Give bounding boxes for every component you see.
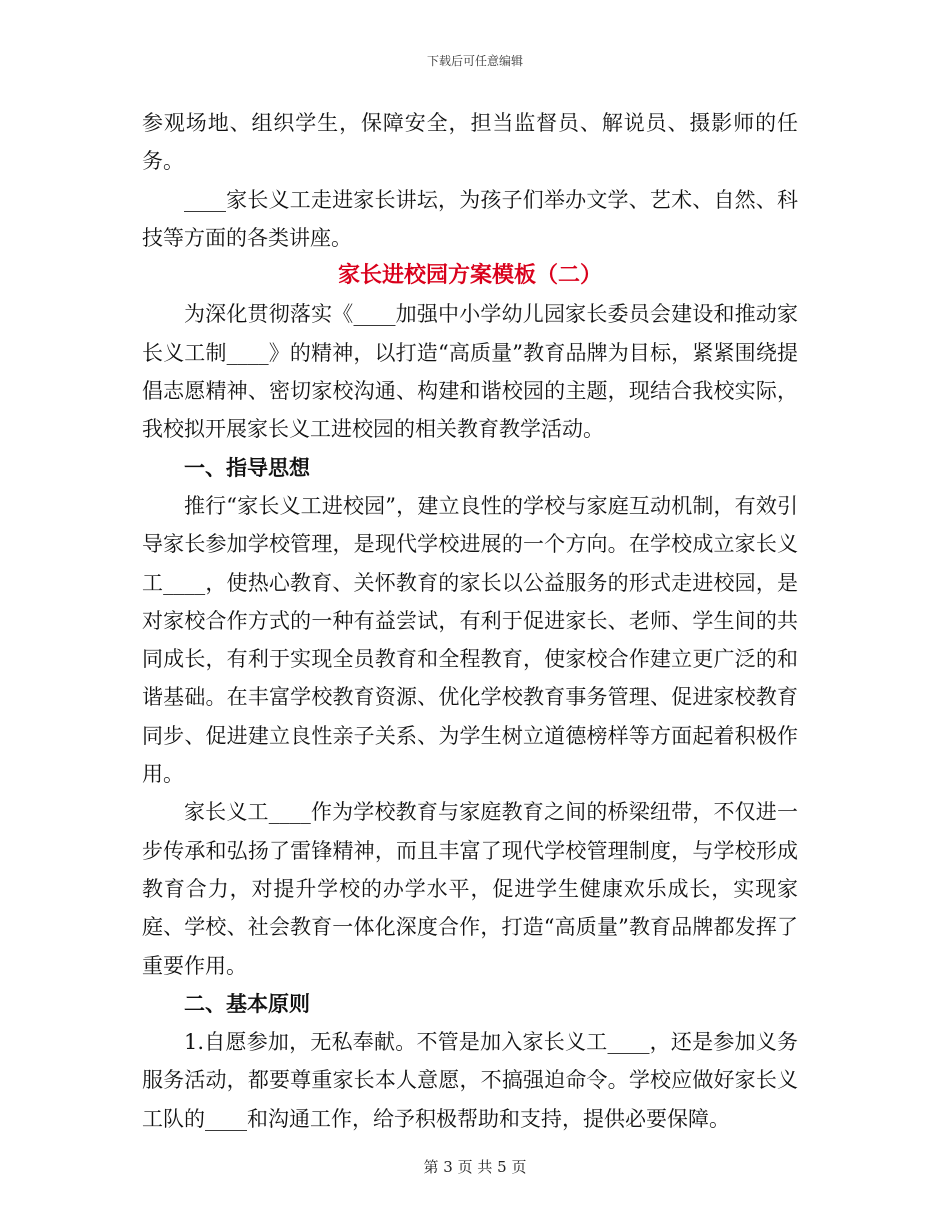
paragraph-1: 参观场地、组织学生，保障安全，担当监督员、解说员、摄影师的任务。 [142,111,798,174]
paragraph-2: ____家长义工走进家长讲坛，为孩子们举办文学、艺术、自然、科技等方面的各类讲座。 [142,187,798,250]
section-title: 家长进校园方案模板（二） [337,263,602,289]
paragraph-3: 为深化贯彻落实《____加强中小学幼儿园家长委员会建设和推动家长义工制____》的精神，以打造“高质量”教育品牌为目标，紧紧围绕提倡志愿精神、密切家校沟通、构建和谐校园的主题，现结合我校实际，我校拟开展家长义工进校园的相关教育教学活动。 [142,302,798,442]
paragraph-4: 推行“家长义工进校园”，建立良性的学校与家庭互动机制，有效引导家长参加学校管理，是现代学校进展的一个方向。在学校成立家长义工____，使热心教育、关怀教育的家长以公益服务的形式走进校园，是对家校合作方式的一种有益尝试，有利于促进家长、老师、学生间的共同成长，有利于实现全员教育和全程教育，使家校合作建立更广泛的和谐基础。在丰富学校教育资源、优化学校教育事务管理、促进家校教育同步、促进建立良性亲子关系、为学生树立道德榜样等方面起着积极作用。 [142,493,798,787]
heading-guiding-thought: 一、指导思想 [184,455,310,480]
page-number: 第 3 页 共 5 页 [423,1158,527,1176]
document-body [142,104,798,1138]
header-note: 下载后可任意编辑 [426,54,523,68]
heading-basic-principles: 二、基本原则 [184,991,310,1016]
paragraph-5: 家长义工____作为学校教育与家庭教育之间的桥梁纽带，不仅进一步传承和弘扬了雷锋精神，而且丰富了现代学校管理制度，与学校形成教育合力，对提升学校的办学水平，促进学生健康欢乐成长，实现家庭、学校、社会教育一体化深度合作，打造“高质量”教育品牌都发挥了重要作用。 [142,800,798,978]
paragraph-6: 1.自愿参加，无私奉献。不管是加入家长义工____，还是参加义务服务活动，都要尊重家长本人意愿，不搞强迫命令。学校应做好家长义工队的____和沟通工作，给予积极帮助和支持，提供必要保障。 [142,1030,798,1131]
